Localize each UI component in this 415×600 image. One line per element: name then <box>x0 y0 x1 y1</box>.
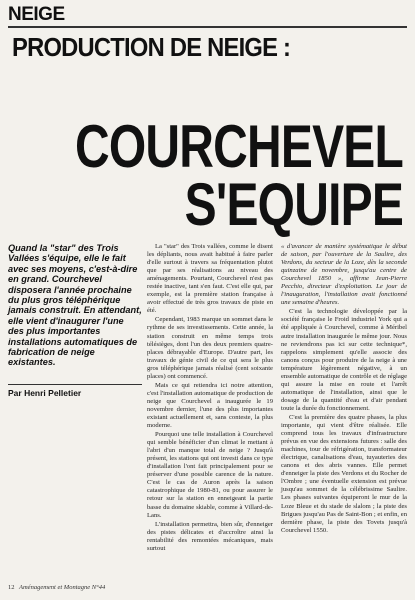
top-rule <box>8 26 407 28</box>
lead-text: Quand la "star" des Trois Vallées s'équipe, elle le fait avec ses moyens, c'est-à-dire en grand. Courchevel disposera l'année prochaine du plus gros téléphérique jamais construit. En attendant, elle vient d'inaugurer l'une des plus importantes installations automatiques de fabrication de neige existantes. <box>8 243 142 368</box>
page-footer <box>8 584 105 591</box>
byline: Par Henri Pelletier <box>8 388 82 398</box>
byline-rule <box>8 384 142 385</box>
paragraph: La "star" des Trois vallées, comme le disent les dépliants, nous avait habitué à faire parler d'elle surtout à travers sa fréquentation plutot que par ses réalisations au niveau des aménagements. Pourtant, Courchevel n'est pas restée inactive, tant s'en faut. C'est elle qui, par exemple, est la première station française à avoir effectué de très gros travaux de piste en été. <box>147 243 273 315</box>
paragraph: C'est la première des quatre phases, la plus importante, qui vient d'être réalisée. Elle comprend tous les travaux d'infrastructure prévus en vue des extensions futures : salle des machines, tour de réfrigération, transformateur électrique, canalisations d'eau, tuyauteries des canons et des abris vannes. Elle permet d'enneiger la piste des Verdons et du Rocher de l'Ombre ; une éventuelle extension est prévue jusqu'au sommet de la célébrissime Saulire. Les phases suivantes équiperont le mur de la Loze Bleue et du stade de slalom ; la piste des Brigues jusqu'au Pas de Saint-Bon ; et enfin, en dernière phase, la piste des Tovets jusqu'à Courchevel 1550. <box>281 413 407 534</box>
body-column-2 <box>281 243 407 535</box>
paragraph: Mais ce qui retiendra ici notre attention, c'est l'installation automatique de production de neige que Courchevel a inaugurée le 19 novembre dernier, l'une des plus importantes existant actuellement et, sans conteste, la plus moderne. <box>147 381 273 430</box>
publication-name: Aménagement et Montagne N°44 <box>19 584 106 591</box>
paragraph: L'installation permettra, bien sûr, d'enneiger des pistes délicates et d'accroître ainsi la rentabilité des remontées mécaniques, mais surtout <box>147 520 273 552</box>
title-line-1: COURCHEVEL <box>74 113 403 180</box>
body-column-1 <box>147 243 273 553</box>
paragraph: Cependant, 1983 marque un sommet dans le rythme de ses investissements. Cette année, la station construit en même temps trois télésièges, dont l'un des deux premiers quatre-places débrayable d'Europe. D'autre part, les travaux de génie civil de ce qui sera le plus gros téléphérique jamais réalisé (cent soixante places) ont commencé. <box>147 316 273 380</box>
title-line-2: S'EQUIPE <box>184 171 403 238</box>
article-title <box>0 113 403 238</box>
page-number: 12 <box>8 584 15 591</box>
lead-paragraph <box>8 243 142 368</box>
headline: PRODUCTION DE NEIGE : <box>12 34 291 62</box>
section-tag: NEIGE <box>8 4 65 25</box>
paragraph: Pourquoi une telle installation à Courchevel qui semble bénéficier d'un climat le mettant à l'abri d'un manque total de neige ? Jusqu'à présent, les stations qui ont investi dans ce type d'installation l'ont fait principalement pour se préserver d'une possible carence de la nature. C'est le cas de Auron après la saison catastrophique de 1980-81, ou pour assurer le retour sur la station en enneigeant la partie basse du domaine skiable, comme à Villard-de-Lans. <box>147 431 273 519</box>
paragraph: C'est la technologie développée par la société française le Froid industriel York qui a été appliquée à Courchevel, comme à Méribel autre installation inaugurée le même jour. Nous ne reviendrons pas ici sur cette technique*, rappelons simplement qu'elle associe des canons conçus pour produire de la neige à une température légèrement négative, à un ensemble automatique de contrôle et de réglage qui assure la mise en route et l'arrêt automatique de l'installation, ainsi que le dosage de la quantité d'eau et d'air pendant toute la durée du fonctionnement. <box>281 308 407 412</box>
paragraph: « d'avancer de manière systématique le début de saison, par l'ouverture de la Saulire, des Verdons, du secteur de la Loze, dès la seconde quinzaine de novembre, jusqu'au centre de Courchevel 1850 », affirme Jean-Pierre Pecchio, directeur d'exploitation. Le jour de l'inauguration, l'installation avait fonctionné une semaine d'heures. <box>281 243 407 307</box>
